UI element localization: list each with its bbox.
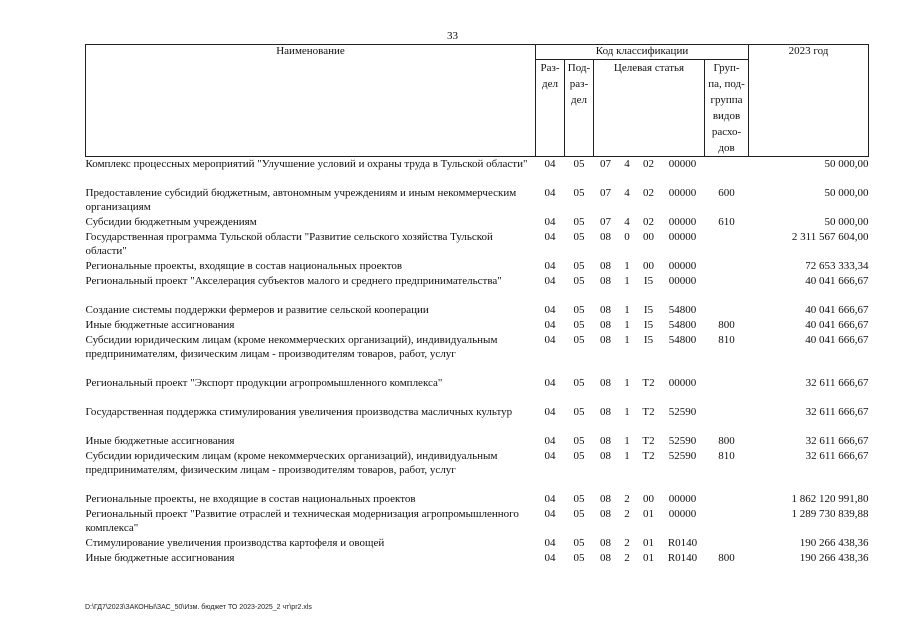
table-row	[86, 303, 869, 318]
code-target-subprogram: 02	[643, 158, 654, 170]
code-target-direction: 54800	[668, 303, 697, 316]
code-target-type: 4	[624, 158, 630, 170]
code-expense-group	[705, 274, 749, 303]
code-expense-group: 800	[718, 551, 735, 564]
file-path-footer: D:\ГД7\2023\ЗАКОНЫ\ЗАС_50\Изм. бюджет ТО 2023-2025_2 чт\pr2.xls	[85, 604, 312, 611]
header-podrazdel: Под- раз- дел	[565, 60, 594, 157]
code-podrazdel: 05	[573, 215, 585, 228]
amount-2023: 1 289 730 839,88	[791, 507, 869, 520]
row-name: Предоставление субсидий бюджетным, автономным учреждениям и иным некоммерческим организациям	[85, 186, 517, 213]
row-name: Региональный проект "Акселерация субъектов малого и среднего предпринимательства"	[85, 274, 502, 287]
code-podrazdel: 05	[573, 434, 585, 447]
row-name: Иные бюджетные ассигнования	[85, 434, 235, 447]
row-name: Региональные проекты, входящие в состав национальных проектов	[85, 259, 403, 272]
code-podrazdel: 05	[573, 230, 585, 243]
table-row	[86, 434, 869, 449]
code-podrazdel: 05	[573, 551, 585, 564]
code-target-program: 08	[600, 405, 611, 418]
code-target-subprogram: I5	[643, 318, 654, 331]
table-row	[86, 405, 869, 434]
code-expense-group	[705, 157, 749, 186]
code-target-program: 07	[600, 215, 611, 228]
code-razdel: 04	[544, 318, 556, 331]
code-target-subprogram: T2	[642, 405, 655, 418]
code-target-direction: 54800	[668, 318, 697, 331]
table-row	[86, 230, 869, 259]
amount-2023: 32 611 666,67	[805, 434, 869, 447]
budget-table	[85, 44, 869, 566]
code-expense-group	[705, 259, 749, 274]
code-target-type: 1	[624, 434, 630, 447]
code-target-direction: 00000	[668, 158, 697, 170]
table-row	[86, 157, 869, 186]
amount-2023: 40 041 666,67	[805, 303, 869, 316]
code-target-type: 2	[624, 492, 630, 505]
code-expense-group	[705, 303, 749, 318]
amount-2023: 40 041 666,67	[805, 333, 869, 346]
code-target-direction: 52590	[668, 449, 697, 462]
code-razdel: 04	[544, 551, 556, 564]
code-target-type: 0	[624, 230, 630, 243]
code-target-direction: 00000	[668, 215, 697, 228]
code-podrazdel: 05	[573, 158, 585, 170]
row-name: Региональный проект "Развитие отраслей и техническая модернизация агропромышленного комплекса"	[85, 507, 519, 534]
code-target-program: 08	[600, 507, 611, 520]
code-target-direction: 52590	[668, 434, 697, 447]
code-podrazdel: 05	[573, 405, 585, 418]
code-expense-group	[705, 536, 749, 551]
header-name-cell	[86, 60, 536, 157]
amount-2023: 72 653 333,34	[805, 259, 869, 272]
row-name: Субсидии юридическим лицам (кроме некоммерческих организаций), индивидуальным предпринимателям, физическим лицам - производителям товаров, работ, услуг	[85, 333, 498, 360]
header-year: 2023 год	[749, 45, 869, 60]
code-target-program: 08	[600, 274, 611, 287]
table-row	[86, 333, 869, 376]
code-podrazdel: 05	[573, 318, 585, 331]
row-name: Создание системы поддержки фермеров и развитие сельской кооперации	[85, 303, 429, 316]
table-row	[86, 274, 869, 303]
code-target-program: 08	[600, 536, 611, 549]
amount-2023: 50 000,00	[824, 215, 869, 228]
code-razdel: 04	[544, 405, 556, 418]
code-target-program: 08	[600, 318, 611, 331]
code-razdel: 04	[544, 215, 556, 228]
code-podrazdel: 05	[573, 333, 585, 346]
code-target-subprogram: I5	[643, 333, 654, 346]
amount-2023: 32 611 666,67	[805, 376, 869, 389]
header-razdel: Раз- дел	[536, 60, 565, 157]
code-target-type: 2	[624, 536, 630, 549]
code-target-subprogram: 01	[643, 551, 654, 564]
code-podrazdel: 05	[573, 449, 585, 462]
table-row	[86, 449, 869, 492]
code-target-type: 1	[624, 333, 630, 346]
table-row	[86, 507, 869, 536]
code-target-program: 08	[600, 303, 611, 316]
code-podrazdel: 05	[573, 303, 585, 316]
code-target-direction: 00000	[668, 507, 697, 520]
page-number: 33	[447, 30, 458, 42]
table-row	[86, 186, 869, 215]
row-name: Государственная поддержка стимулирования увеличения производства масличных культур	[85, 405, 513, 418]
code-target-program: 08	[600, 259, 611, 272]
code-target-direction: 54800	[668, 333, 697, 346]
code-target-program: 08	[600, 449, 611, 462]
code-target-program: 07	[600, 186, 611, 199]
code-target-type: 1	[624, 449, 630, 462]
amount-2023: 50 000,00	[824, 158, 869, 170]
code-target-direction: 00000	[668, 259, 697, 272]
code-target-program: 08	[600, 333, 611, 346]
code-target-program: 08	[600, 551, 611, 564]
table-row	[86, 376, 869, 405]
code-razdel: 04	[544, 158, 556, 170]
code-target-type: 2	[624, 551, 630, 564]
row-name: Стимулирование увеличения производства картофеля и овощей	[85, 536, 385, 549]
amount-2023: 50 000,00	[824, 186, 869, 199]
code-razdel: 04	[544, 259, 556, 272]
code-target-type: 2	[624, 507, 630, 520]
header-group: Груп- па, под- группа видов расхо- дов	[705, 60, 749, 157]
code-podrazdel: 05	[573, 274, 585, 287]
code-razdel: 04	[544, 536, 556, 549]
code-target-type: 1	[624, 318, 630, 331]
code-target-program: 08	[600, 376, 611, 389]
code-expense-group	[705, 230, 749, 259]
row-name: Субсидии бюджетным учреждениям	[85, 215, 257, 228]
code-target-direction: 00000	[668, 492, 697, 505]
code-target-subprogram: I5	[643, 303, 654, 316]
code-target-type: 1	[624, 303, 630, 316]
code-target-program: 08	[600, 492, 611, 505]
code-expense-group	[705, 376, 749, 405]
row-name: Иные бюджетные ассигнования	[85, 318, 235, 331]
code-razdel: 04	[544, 492, 556, 505]
code-podrazdel: 05	[573, 259, 585, 272]
code-target-type: 4	[624, 186, 630, 199]
header-target: Целевая статья	[594, 60, 705, 157]
code-expense-group: 600	[718, 186, 735, 199]
amount-2023: 32 611 666,67	[805, 405, 869, 418]
code-target-subprogram: 00	[643, 259, 654, 272]
code-podrazdel: 05	[573, 492, 585, 505]
code-razdel: 04	[544, 449, 556, 462]
amount-2023: 2 311 567 604,00	[791, 230, 869, 243]
table-row	[86, 536, 869, 551]
code-podrazdel: 05	[573, 376, 585, 389]
row-name: Государственная программа Тульской области "Развитие сельского хозяйства Тульской области"	[85, 230, 493, 257]
table-row	[86, 492, 869, 507]
code-expense-group: 810	[718, 449, 735, 462]
code-razdel: 04	[544, 186, 556, 199]
code-target-subprogram: T2	[642, 449, 655, 462]
code-target-subprogram: 00	[643, 492, 654, 505]
code-target-type: 1	[624, 376, 630, 389]
amount-2023: 32 611 666,67	[805, 449, 869, 462]
table-row	[86, 259, 869, 274]
row-name: Иные бюджетные ассигнования	[85, 551, 235, 564]
code-razdel: 04	[544, 507, 556, 520]
code-target-type: 1	[624, 259, 630, 272]
code-expense-group	[705, 492, 749, 507]
code-razdel: 04	[544, 333, 556, 346]
table-body	[86, 157, 869, 566]
amount-2023: 40 041 666,67	[805, 318, 869, 331]
code-target-subprogram: I5	[643, 274, 654, 287]
code-razdel: 04	[544, 274, 556, 287]
code-expense-group: 610	[718, 215, 735, 228]
code-razdel: 04	[544, 303, 556, 316]
code-target-direction: 00000	[668, 376, 697, 389]
code-target-type: 4	[624, 215, 630, 228]
row-name: Комплекс процессных мероприятий "Улучшение условий и охраны труда в Тульской области"	[85, 158, 528, 170]
code-target-direction: R0140	[667, 551, 698, 564]
code-target-subprogram: 02	[643, 215, 654, 228]
code-target-direction: 00000	[668, 230, 697, 243]
amount-2023: 190 266 438,36	[799, 536, 869, 549]
table-row	[86, 551, 869, 566]
code-razdel: 04	[544, 434, 556, 447]
code-target-subprogram: 00	[643, 230, 654, 243]
amount-2023: 1 862 120 991,80	[791, 492, 869, 505]
code-expense-group	[705, 405, 749, 434]
code-podrazdel: 05	[573, 186, 585, 199]
code-expense-group: 810	[718, 333, 735, 346]
table-row	[86, 318, 869, 333]
code-target-direction: R0140	[667, 536, 698, 549]
code-target-program: 08	[600, 434, 611, 447]
code-target-subprogram: T2	[642, 376, 655, 389]
code-target-direction: 00000	[668, 186, 697, 199]
code-expense-group: 800	[718, 318, 735, 331]
code-target-direction: 52590	[668, 405, 697, 418]
code-target-direction: 00000	[668, 274, 697, 287]
code-target-subprogram: 01	[643, 536, 654, 549]
row-name: Субсидии юридическим лицам (кроме некоммерческих организаций), индивидуальным предпринимателям, физическим лицам - производителям товаров, работ, услуг	[85, 449, 498, 476]
code-razdel: 04	[544, 230, 556, 243]
code-target-subprogram: 02	[643, 186, 654, 199]
header-classification: Код классификации	[536, 45, 749, 60]
code-target-subprogram: T2	[642, 434, 655, 447]
code-podrazdel: 05	[573, 536, 585, 549]
row-name: Региональные проекты, не входящие в состав национальных проектов	[85, 492, 416, 505]
amount-2023: 40 041 666,67	[805, 274, 869, 287]
code-target-type: 1	[624, 274, 630, 287]
table-row	[86, 215, 869, 230]
code-target-program: 07	[600, 158, 611, 170]
row-name: Региональный проект "Экспорт продукции агропромышленного комплекса"	[85, 376, 443, 389]
amount-2023: 190 266 438,36	[799, 551, 869, 564]
code-razdel: 04	[544, 376, 556, 389]
code-expense-group: 800	[718, 434, 735, 447]
header-name: Наименование	[86, 45, 536, 60]
code-expense-group	[705, 507, 749, 536]
code-target-program: 08	[600, 230, 611, 243]
code-podrazdel: 05	[573, 507, 585, 520]
header-year-cell	[749, 60, 869, 157]
code-target-type: 1	[624, 405, 630, 418]
code-target-subprogram: 01	[643, 507, 654, 520]
